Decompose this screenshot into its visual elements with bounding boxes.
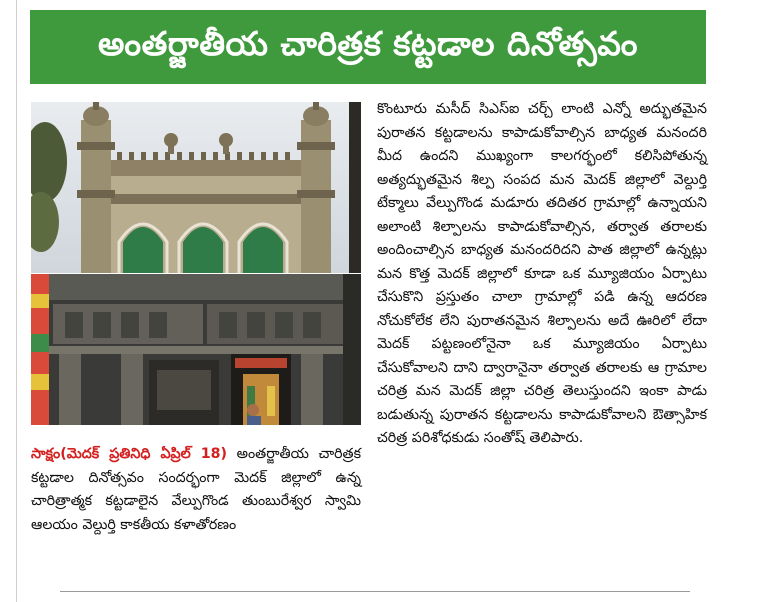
headline-title: అంతర్జాతీయ చారిత్రక కట్టడాల దినోత్సవం [97, 23, 639, 63]
article-left-column [31, 443, 361, 537]
article-photos [31, 102, 361, 425]
article-right-text: కొంటూరు మసీద్ సిఎస్ఐ చర్చ్ లాంటి ఎన్నో అద్భుతమైన పురాతన కట్టడాలను కాపాడుకోవాల్సిన బాధ్యత మనందరి మీద ఉందని ముఖ్యంగా కాలగర్భంలో కలిసిపోతున్న అత్యద్భుతమైన శిల్ప సంపద మన మెదక్ జిల్లాలో వెల్దుర్తి టేక్మాలు వేల్పుగొండ మడూరు తదితర గ్రామాల్లో ఉన్నాయని అలాంటి శిల్పాలను కాపాడుకోవాల్సిన, తర్వాత తరాలకు అందించాల్సిన బాధ్యత మనందరిదని పాత జిల్లాలో ఉన్నట్లు మన కొత్త మెదక్ జిల్లాలో కూడా ఒక మ్యూజియం ఏర్పాటు చేసుకొని ప్రస్తుతం చాలా గ్రామాల్లో పడి ఉన్న ఆదరణ నోచుకోలేక లేని పురాతనమైన శిల్పాలను అదే ఊరిలో లేదా మెదక్ పట్టణంలోనైనా ఒక మ్యూజియం ఏర్పాటు చేసుకోవాలని దాని ద్వారానైనా తర్వాత తరాలకు ఆ గ్రామాల చరిత్ర మన మెదక్ జిల్లా చరిత్ర తెలుస్తుందని ఇంకా పాడు బడుతున్న పురాతన కట్టడాలను కాపాడుకోవాలని ఔత్సాహిక చరిత్ర పరిశోధకుడు సంతోష్ తెలిపారు. [377, 101, 707, 446]
headline-banner [30, 10, 706, 84]
page-edge-line [16, 0, 17, 602]
article-dateline: సాక్షం(మెదక్ ప్రతినిధి ఏప్రిల్ 18) [31, 446, 227, 462]
article-left-text: అంతర్జాతీయ చారిత్రక కట్టడాల దినోత్సవం సందర్భంగా మెదక్ జిల్లాలో ఉన్న చారిత్రాత్మక కట్టడాలైన వేల్పుగొండ తుంబురేశ్వర స్వామి ఆలయం వెల్దుర్తి కాకతీయ కళాతోరణం [31, 446, 362, 533]
mosque-photo-icon [31, 102, 361, 274]
bottom-divider [60, 591, 690, 592]
stone-temple-photo-icon [31, 274, 361, 425]
article-right-column [377, 98, 707, 451]
